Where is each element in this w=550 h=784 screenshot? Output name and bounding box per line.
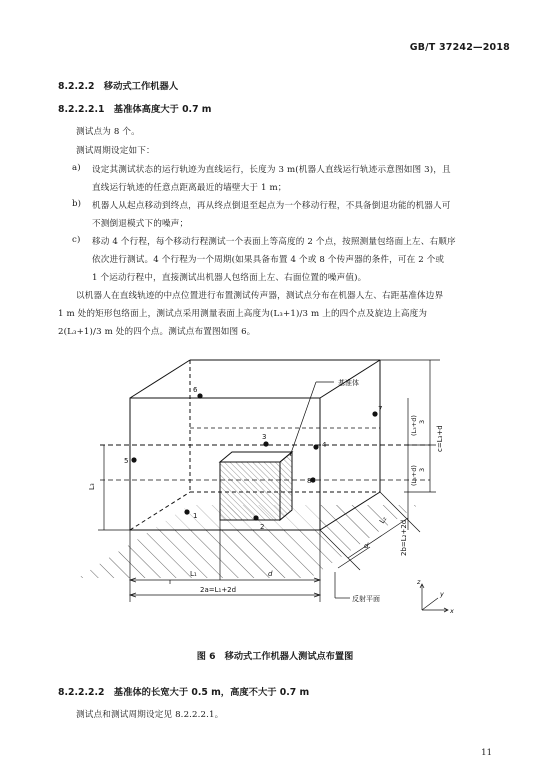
dim-frac-top-den: 3	[418, 419, 426, 424]
paragraph-layout-line3: 2(L₃+1)/3 m 处的四个点。测试点布置图如图 6。	[58, 327, 256, 337]
measurement-point-6	[197, 393, 202, 398]
label-reference-body: 基准体	[338, 379, 359, 387]
list-marker-b: b)	[72, 199, 82, 209]
list-marker-c: c)	[72, 235, 81, 245]
dim-l2: L₂	[378, 515, 389, 526]
point-label-1: 1	[193, 512, 198, 520]
axis-x-label: x	[450, 607, 454, 615]
dim-frac-bot-den: 3	[418, 467, 426, 472]
measurement-point-5	[131, 457, 136, 462]
dim-2b: 2b=L₂+2d	[400, 519, 408, 556]
measurement-point-1	[184, 509, 189, 514]
dim-d-bottom: d	[268, 570, 273, 578]
list-item-a-line1: 设定其测试状态的运行轨迹为直线运行，长度为 3 m(机器人直线运行轨迹示意图如图 3)，且	[92, 165, 451, 175]
reference-body	[220, 452, 292, 520]
point-label-7: 7	[378, 405, 383, 413]
list-marker-a: a)	[72, 163, 81, 173]
paragraph-layout-line1: 以机器人在直线轨迹的中点位置进行布置测试传声器，测试点分布在机器人左、右距基准体边界	[76, 291, 444, 301]
dim-frac-top: (L₃+d)	[410, 415, 418, 436]
paragraph-layout-line2: 1 m 处的矩形包络面上，测试点采用测量表面上高度为(L₃+1)/3 m 上的四个点及旋边上高度为	[58, 309, 428, 319]
paragraph-test-cycle: 测试周期设定如下：	[76, 146, 155, 156]
dim-height-c: c=L₃+d	[436, 425, 444, 452]
axis-z-label: z	[417, 578, 421, 586]
measurement-point-4	[313, 444, 318, 449]
page-number: 11	[481, 748, 492, 758]
standard-number: GB/T 37242—2018	[409, 42, 510, 53]
list-item-c-line2: 依次进行测试。4 个行程为一个周期(如果具备布置 4 个或 8 个传声器的条件，可在 2 个或	[92, 255, 445, 265]
dim-l3: L₃	[88, 483, 96, 490]
axis-indicator	[420, 584, 448, 612]
list-item-c-line1: 移动 4 个行程，每个移动行程测试一个表面上等高度的 2 个点，按照测量包络面上左、右顺序	[92, 237, 456, 247]
point-label-8: 8	[307, 477, 312, 485]
dim-2a: 2a=L₁+2d	[200, 586, 237, 594]
list-item-b-line1: 机器人从起点移动到终点，再从终点倒退至起点为一个移动行程，不具备倒退功能的机器人可	[92, 201, 451, 211]
measurement-point-3	[263, 441, 268, 446]
list-item-c-line3: 1 个运动行程中，直接测试出机器人包络面上左、右面位置的噪声值)。	[92, 273, 367, 283]
point-label-4: 4	[322, 441, 327, 449]
dim-frac-bot: (L₃+d)	[410, 465, 418, 486]
list-item-b-line2: 不测倒退模式下的噪声；	[92, 219, 189, 229]
label-reflecting-plane: 反射平面	[352, 595, 380, 603]
paragraph-test-points: 测试点为 8 个。	[76, 127, 140, 137]
point-label-5: 5	[124, 457, 129, 465]
axis-y-label: y	[440, 590, 444, 598]
heading-8-2-2-2: 8.2.2.2 移动式工作机器人	[58, 81, 179, 92]
heading-8-2-2-2-2: 8.2.2.2.2 基准体的长宽大于 0.5 m，高度不大于 0.7 m	[58, 687, 310, 698]
point-label-2: 2	[260, 523, 265, 531]
test-point-layout-figure	[0, 340, 550, 640]
point-label-6: 6	[193, 386, 198, 394]
paragraph-see-ref: 测试点和测试周期设定见 8.2.2.2.1。	[76, 710, 224, 720]
figure-caption: 图 6 移动式工作机器人测试点布置图	[196, 651, 354, 662]
list-item-a-line2: 直线运行轨迹的任意点距离最近的墙壁大于 1 m；	[92, 183, 287, 193]
dim-l1: L₁	[190, 570, 197, 578]
measurement-point-2	[253, 515, 258, 520]
point-label-3: 3	[262, 433, 267, 441]
heading-8-2-2-2-1: 8.2.2.2.1 基准体高度大于 0.7 m	[58, 104, 212, 115]
measurement-point-7	[372, 411, 377, 416]
dim-d-side: d	[364, 542, 369, 550]
